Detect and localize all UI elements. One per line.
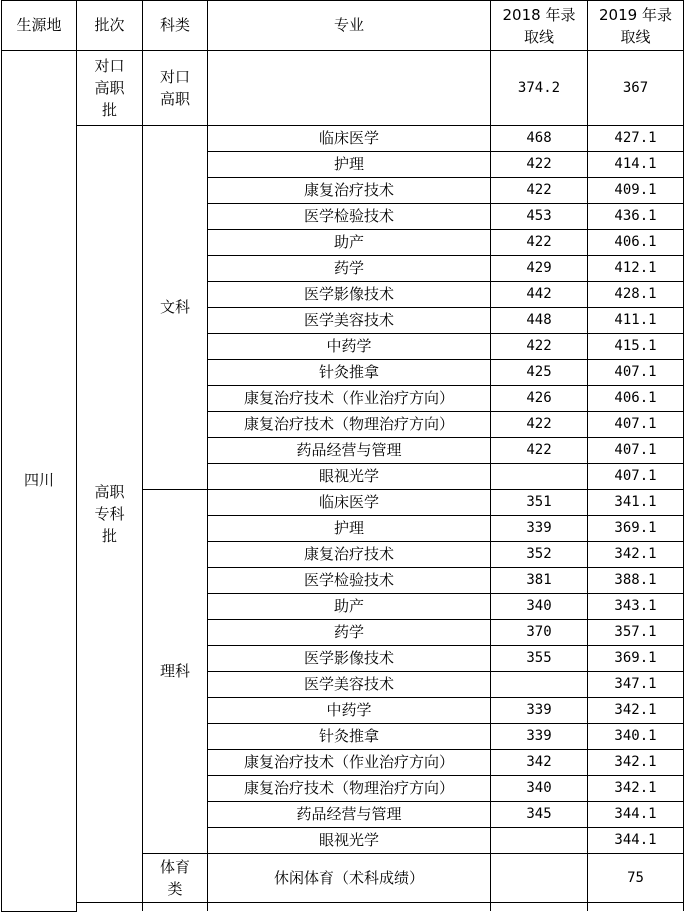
major-cell: 眼视光学 — [208, 464, 491, 490]
score-2018-cell: 422 — [491, 178, 588, 204]
batch-vocational-label: 对口高职批 — [94, 57, 125, 119]
empty-cell — [143, 903, 208, 912]
major-cell: 临床医学 — [208, 126, 491, 152]
score-2018-cell: 422 — [491, 438, 588, 464]
header-batch: 批次 — [77, 1, 143, 51]
score-2018-cell: 422 — [491, 152, 588, 178]
major-cell: 休闲体育（术科成绩） — [208, 854, 491, 903]
score-2018-cell: 339 — [491, 516, 588, 542]
major-cell: 康复治疗技术 — [208, 178, 491, 204]
major-cell: 护理 — [208, 152, 491, 178]
empty-cell — [208, 903, 491, 912]
score-2018-cell: 339 — [491, 724, 588, 750]
major-cell: 康复治疗技术（作业治疗方向） — [208, 386, 491, 412]
category-science: 理科 — [143, 490, 208, 854]
category-arts: 文科 — [143, 126, 208, 490]
score-2019-cell: 342.1 — [588, 698, 684, 724]
empty-cell — [77, 903, 143, 912]
score-2018-cell — [491, 464, 588, 490]
score-2018-cell: 422 — [491, 334, 588, 360]
score-2019-cell: 412.1 — [588, 256, 684, 282]
score-2018-cell: 429 — [491, 256, 588, 282]
category-pe-label: 体育类 — [159, 858, 190, 898]
score-2019-cell: 342.1 — [588, 542, 684, 568]
score-2018-cell: 422 — [491, 230, 588, 256]
header-2019 — [588, 1, 684, 51]
score-2019-cell: 369.1 — [588, 646, 684, 672]
score-2019-cell: 342.1 — [588, 750, 684, 776]
major-cell: 护理 — [208, 516, 491, 542]
major-cell: 中药学 — [208, 698, 491, 724]
score-2018-cell — [491, 854, 588, 903]
major-cell: 康复治疗技术 — [208, 542, 491, 568]
header-2019-label: 2019 年录取线 — [599, 5, 672, 46]
score-2018-cell: 468 — [491, 126, 588, 152]
major-cell: 针灸推拿 — [208, 360, 491, 386]
score-2019-cell: 428.1 — [588, 282, 684, 308]
batch-vocational — [77, 51, 143, 126]
batch-college-label: 高职专科批 — [94, 483, 125, 545]
score-2019-cell: 411.1 — [588, 308, 684, 334]
score-2019-cell: 409.1 — [588, 178, 684, 204]
origin-cell: 四川 — [2, 51, 77, 912]
major-cell: 药学 — [208, 256, 491, 282]
score-2019-cell: 388.1 — [588, 568, 684, 594]
score-2018-cell: 381 — [491, 568, 588, 594]
major-cell: 康复治疗技术（作业治疗方向） — [208, 750, 491, 776]
score-2019-cell: 369.1 — [588, 516, 684, 542]
score-2019-cell: 342.1 — [588, 776, 684, 802]
major-cell: 医学美容技术 — [208, 672, 491, 698]
major-cell: 药学 — [208, 620, 491, 646]
score-2018-cell: 339 — [491, 698, 588, 724]
score-2018-cell — [491, 672, 588, 698]
score-2019-cell: 427.1 — [588, 126, 684, 152]
header-row — [2, 1, 684, 51]
major-cell: 中药学 — [208, 334, 491, 360]
category-vocational-label: 对口高职 — [159, 68, 190, 108]
score-2018-cell — [491, 828, 588, 854]
batch-college — [77, 126, 143, 903]
major-cell: 药品经营与管理 — [208, 438, 491, 464]
vocational-2019: 367 — [588, 51, 684, 126]
score-2019-cell: 414.1 — [588, 152, 684, 178]
major-cell: 医学影像技术 — [208, 282, 491, 308]
score-2018-cell: 426 — [491, 386, 588, 412]
header-origin: 生源地 — [2, 1, 77, 51]
score-2019-cell: 343.1 — [588, 594, 684, 620]
score-2018-cell: 340 — [491, 594, 588, 620]
score-2018-cell: 345 — [491, 802, 588, 828]
major-cell: 临床医学 — [208, 490, 491, 516]
major-cell: 康复治疗技术（物理治疗方向） — [208, 412, 491, 438]
score-2018-cell: 342 — [491, 750, 588, 776]
score-2019-cell: 344.1 — [588, 828, 684, 854]
score-2018-cell: 425 — [491, 360, 588, 386]
score-2019-cell: 357.1 — [588, 620, 684, 646]
score-2019-cell: 415.1 — [588, 334, 684, 360]
score-2019-cell: 406.1 — [588, 386, 684, 412]
category-vocational — [143, 51, 208, 126]
vocational-row — [2, 51, 684, 126]
category-pe — [143, 854, 208, 903]
major-cell: 药品经营与管理 — [208, 802, 491, 828]
score-2019-cell: 436.1 — [588, 204, 684, 230]
score-2018-cell: 370 — [491, 620, 588, 646]
header-category: 科类 — [143, 1, 208, 51]
admission-score-table — [1, 0, 684, 912]
major-cell: 康复治疗技术（物理治疗方向） — [208, 776, 491, 802]
score-2019-cell: 340.1 — [588, 724, 684, 750]
score-2018-cell: 442 — [491, 282, 588, 308]
score-2018-cell: 351 — [491, 490, 588, 516]
major-cell: 医学美容技术 — [208, 308, 491, 334]
table-row — [2, 126, 684, 152]
table-row-partial — [2, 903, 684, 912]
score-2018-cell: 352 — [491, 542, 588, 568]
score-2019-cell: 407.1 — [588, 438, 684, 464]
score-2018-cell: 355 — [491, 646, 588, 672]
vocational-2018: 374.2 — [491, 51, 588, 126]
score-2018-cell: 422 — [491, 412, 588, 438]
score-2018-cell: 448 — [491, 308, 588, 334]
score-2019-cell: 347.1 — [588, 672, 684, 698]
empty-cell — [491, 903, 588, 912]
header-2018 — [491, 1, 588, 51]
score-2019-cell: 406.1 — [588, 230, 684, 256]
score-2019-cell: 407.1 — [588, 464, 684, 490]
vocational-major — [208, 51, 491, 126]
major-cell: 眼视光学 — [208, 828, 491, 854]
empty-cell — [588, 903, 684, 912]
score-2019-cell: 75 — [588, 854, 684, 903]
score-2019-cell: 407.1 — [588, 412, 684, 438]
score-2018-cell: 453 — [491, 204, 588, 230]
score-2018-cell: 340 — [491, 776, 588, 802]
major-cell: 医学影像技术 — [208, 646, 491, 672]
header-2018-label: 2018 年录取线 — [502, 5, 576, 46]
score-2019-cell: 341.1 — [588, 490, 684, 516]
major-cell: 医学检验技术 — [208, 204, 491, 230]
score-2019-cell: 344.1 — [588, 802, 684, 828]
major-cell: 助产 — [208, 230, 491, 256]
major-cell: 医学检验技术 — [208, 568, 491, 594]
major-cell: 针灸推拿 — [208, 724, 491, 750]
score-2019-cell: 407.1 — [588, 360, 684, 386]
major-cell: 助产 — [208, 594, 491, 620]
header-major: 专业 — [208, 1, 491, 51]
